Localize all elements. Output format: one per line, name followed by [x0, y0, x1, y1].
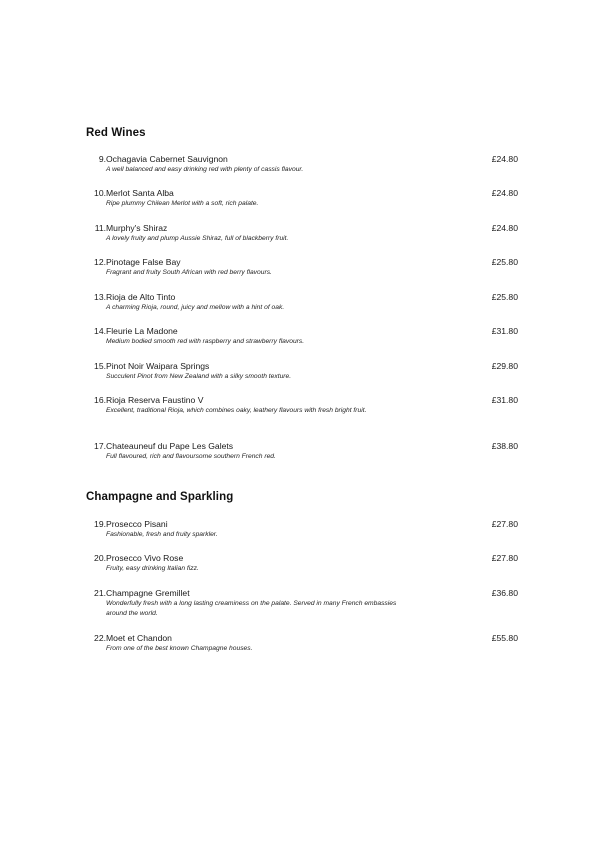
wine-item — [86, 394, 518, 416]
item-price: £25.80 — [491, 257, 518, 267]
wine-item — [86, 518, 518, 540]
item-description: Ripe plummy Chilean Merlot with a soft, rich palate. — [106, 200, 259, 207]
item-price: £25.80 — [491, 292, 518, 302]
wine-item — [86, 325, 518, 347]
item-description: From one of the best known Champagne houses. — [106, 645, 253, 652]
item-number: 19. — [94, 519, 106, 529]
item-price: £24.80 — [491, 223, 518, 233]
item-description: A charming Rioja, round, juicy and mellow with a hint of oak. — [106, 304, 285, 311]
section-title-red-wines: Red Wines — [86, 127, 146, 139]
item-number: 10. — [94, 188, 106, 198]
wine-item — [86, 256, 518, 278]
item-description: Full flavoured, rich and flavoursome southern French red. — [106, 453, 276, 460]
wine-item — [86, 187, 518, 209]
item-number: 9. — [98, 154, 106, 164]
item-price: £55.80 — [491, 633, 518, 643]
item-description: A well balanced and easy drinking red with plenty of cassis flavour. — [106, 166, 304, 173]
wine-item — [86, 291, 518, 313]
item-description: Fruity, easy drinking Italian fizz. — [106, 565, 199, 572]
item-name: Chateauneuf du Pape Les Galets — [106, 441, 234, 451]
item-name: Ochagavia Cabernet Sauvignon — [106, 154, 228, 164]
item-description: Fashionable, fresh and fruity sparkler. — [106, 531, 218, 538]
item-name: Champagne Gremillet — [106, 588, 190, 598]
wine-item — [86, 222, 518, 244]
item-number: 22. — [94, 633, 106, 643]
item-number: 17. — [94, 441, 106, 451]
item-name: Rioja de Alto Tinto — [106, 292, 176, 302]
item-description: Fragrant and fruity South African with red berry flavours. — [106, 269, 272, 276]
item-name: Merlot Santa Alba — [106, 188, 174, 198]
item-description: Medium bodied smooth red with raspberry and strawberry flavours. — [106, 338, 305, 345]
item-price: £29.80 — [491, 361, 518, 371]
item-price: £24.80 — [491, 188, 518, 198]
wine-item — [86, 587, 518, 619]
item-number: 12. — [94, 257, 106, 267]
item-number: 11. — [94, 223, 106, 233]
item-name: Moet et Chandon — [106, 633, 172, 643]
item-number: 21. — [94, 588, 106, 598]
wine-item — [86, 153, 518, 175]
wine-item — [86, 440, 518, 462]
wine-item — [86, 632, 518, 654]
item-price: £24.80 — [491, 154, 518, 164]
item-price: £31.80 — [491, 395, 518, 405]
item-description: A lovely fruity and plump Aussie Shiraz, full of blackberry fruit. — [106, 235, 289, 242]
item-description: Wonderfully fresh with a long lasting creaminess on the palate. Served in many French embassies around the world. — [106, 600, 397, 617]
item-price: £27.80 — [491, 553, 518, 563]
item-price: £27.80 — [491, 519, 518, 529]
item-name: Pinot Noir Waipara Springs — [106, 361, 210, 371]
item-number: 20. — [94, 553, 106, 563]
item-price: £38.80 — [491, 441, 518, 451]
item-description: Excellent, traditional Rioja, which combines oaky, leathery flavours with fresh bright fruit. — [106, 407, 367, 414]
item-number: 16. — [94, 395, 106, 405]
item-price: £31.80 — [491, 326, 518, 336]
item-description: Succulent Pinot from New Zealand with a silky smooth texture. — [106, 373, 292, 380]
item-name: Prosecco Vivo Rose — [106, 553, 184, 563]
item-name: Murphy's Shiraz — [106, 223, 168, 233]
item-name: Pinotage False Bay — [106, 257, 181, 267]
item-name: Prosecco Pisani — [106, 519, 168, 529]
item-number: 13. — [94, 292, 106, 302]
item-number: 15. — [94, 361, 106, 371]
item-number: 14. — [94, 326, 106, 336]
item-name: Rioja Reserva Faustino V — [106, 395, 204, 405]
wine-item — [86, 360, 518, 382]
item-name: Fleurie La Madone — [106, 326, 178, 336]
wine-item — [86, 552, 518, 574]
item-price: £36.80 — [491, 588, 518, 598]
section-title-champagne-sparkling: Champagne and Sparkling — [86, 491, 234, 503]
